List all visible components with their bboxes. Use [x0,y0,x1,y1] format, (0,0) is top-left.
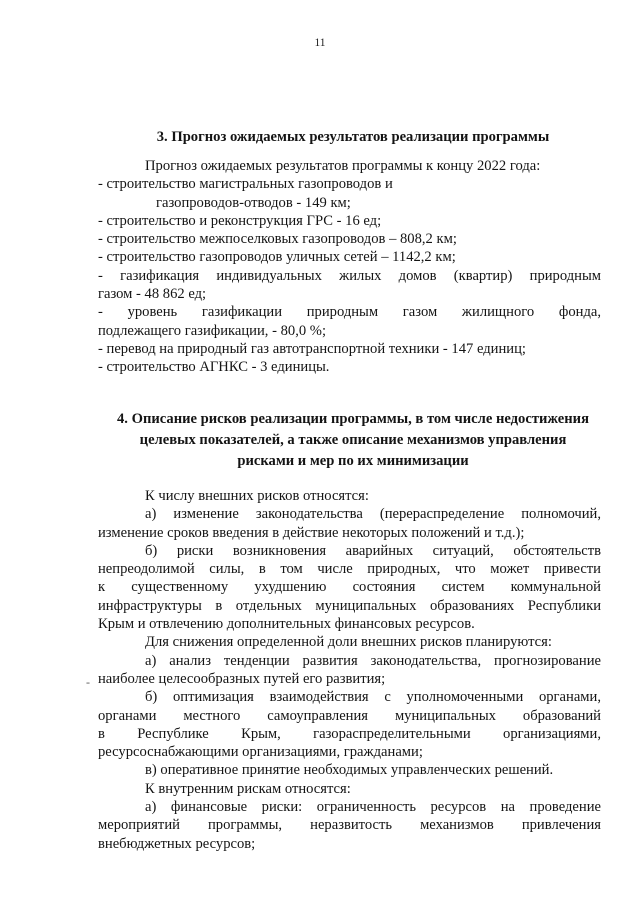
risk-paragraph: а) анализ тенденции развития законодательства, прогнозирование [145,652,601,669]
risk-paragraph-cont: к существенному ухудшению состояния систем коммунальной [98,579,601,596]
risk-paragraph-cont: наиболее целесообразных путей его развития; [98,670,386,687]
risk-paragraph-cont: органами местного самоуправления муниципальных образований [98,707,601,724]
risk-paragraph-cont: непреодолимой силы, в том числе природных, что может привести [98,561,601,578]
risk-paragraph: в) оперативное принятие необходимых управленческих решений. [145,762,554,779]
section-4-heading-line: 4. Описание рисков реализации программы, в том числе недостижения [117,411,589,427]
risk-paragraph: К внутренним рискам относятся: [145,780,351,797]
forecast-item: - строительство газопроводов уличных сетей – 1142,2 км; [98,249,456,266]
forecast-item-cont: подлежащего газификации, - 80,0 %; [98,322,326,339]
risk-paragraph-cont: внебюджетных ресурсов; [98,835,256,852]
forecast-item: - строительство межпоселковых газопроводов – 808,2 км; [98,231,457,248]
forecast-intro: Прогноз ожидаемых результатов программы к концу 2022 года: [145,158,541,174]
forecast-item-cont: газопроводов-отводов - 149 км; [156,194,351,211]
risk-paragraph: К числу внешних рисков относятся: [145,488,369,504]
risk-paragraph-cont: в Республике Крым, газораспределительными организациями, [98,725,601,742]
risk-paragraph-cont: инфраструктуры в отдельных муниципальных образованиях Республики [98,597,601,614]
forecast-item-cont: газом - 48 862 ед; [98,286,207,303]
section-3-body [98,157,601,377]
section-4-heading-line: рисками и мер по их минимизации [237,453,469,469]
section-4-heading-line: целевых показателей, а также описание механизмов управления [139,432,567,448]
forecast-item: - строительство и реконструкция ГРС - 16 ед; [98,212,382,229]
section-4-heading [98,409,608,472]
section-3-heading: 3. Прогноз ожидаемых результатов реализации программы [156,129,550,145]
risk-paragraph-cont: мероприятий программы, неразвитость механизмов привлечения [98,817,601,834]
risk-paragraph-cont: Крым и отвлечению дополнительных финансовых ресурсов. [98,616,475,633]
risk-paragraph: б) риски возникновения аварийных ситуаций, обстоятельств [145,542,601,559]
risk-paragraph: Для снижения определенной доли внешних рисков планируются: [145,634,552,651]
risk-paragraph: а) изменение законодательства (перераспределение полномочий, [145,506,601,523]
forecast-item: - перевод на природный газ автотранспортной техники - 147 единиц; [98,340,526,357]
forecast-item: - строительство магистральных газопроводов и [98,176,393,193]
page-number: 11 [314,37,326,49]
forecast-item: - газификация индивидуальных жилых домов (квартир) природным [98,267,601,284]
scan-artifact-mark: - [86,675,90,689]
risk-paragraph: б) оптимизация взаимодействия с уполномоченными органами, [145,689,601,706]
section-4-body [98,487,601,853]
forecast-item: - уровень газификации природным газом жилищного фонда, [98,304,601,321]
forecast-item: - строительство АГНКС - 3 единицы. [98,359,330,376]
risk-paragraph-cont: изменение сроков введения в действие некоторых положений и т.д.); [98,524,525,541]
risk-paragraph: а) финансовые риски: ограниченность ресурсов на проведение [145,799,601,816]
risk-paragraph-cont: ресурсоснабжающими организациями, гражданами; [98,744,423,761]
